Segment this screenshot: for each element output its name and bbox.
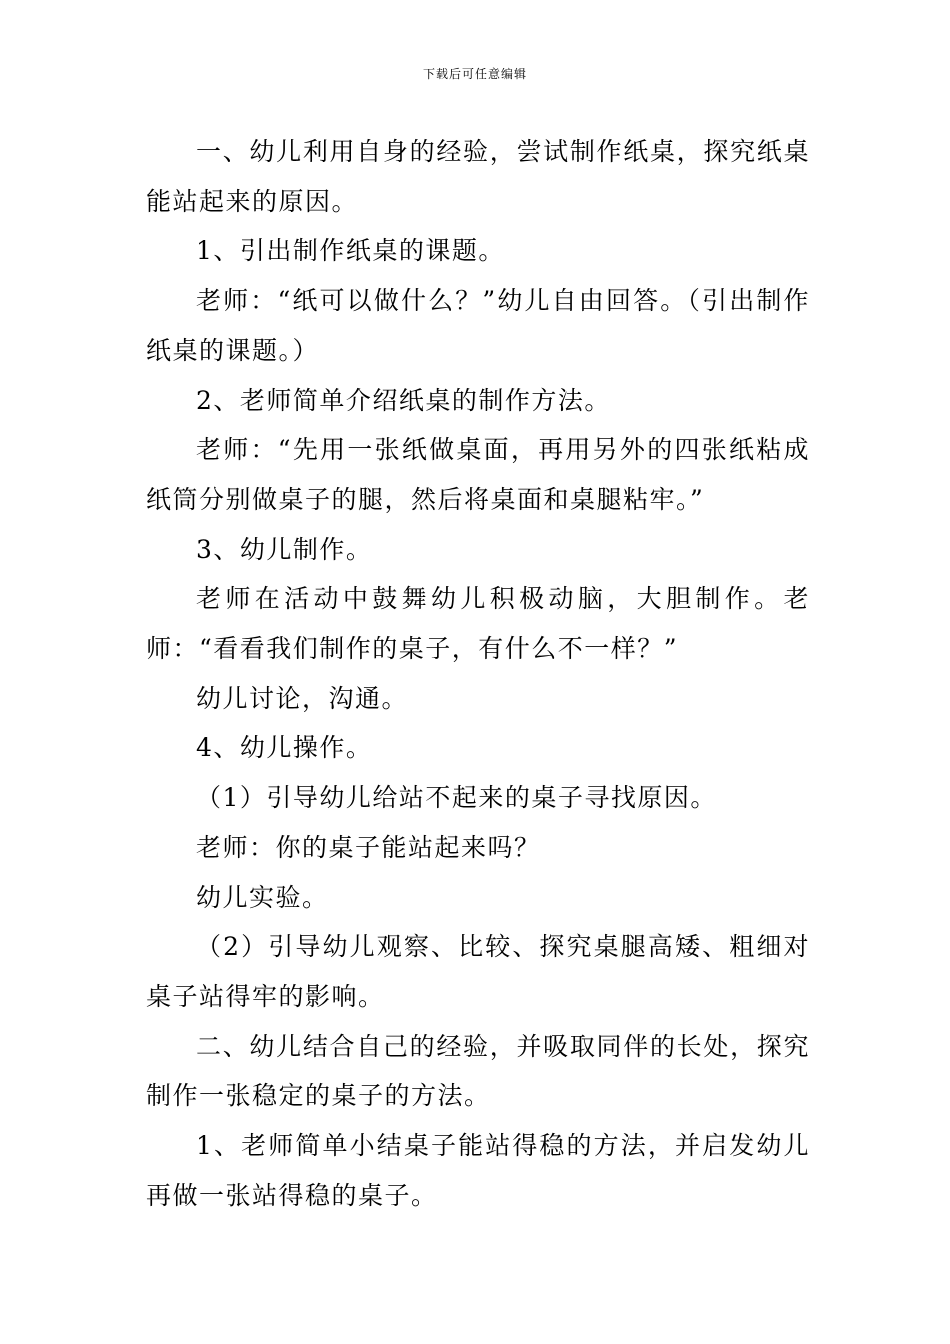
paragraph-substep-1: （1）引导幼儿给站不起来的桌子寻找原因。 xyxy=(196,783,717,813)
paragraph-section-2-step-1: 1、老师简单小结桌子能站得稳的方法，并启发幼儿再做一张站得稳的桌子。 xyxy=(146,1131,810,1210)
paragraph-substep-2: （2）引导幼儿观察、比较、探究桌腿高矮、粗细对桌子站得牢的影响。 xyxy=(146,932,810,1011)
paragraph-teacher-question: 老师：“纸可以做什么？”幼儿自由回答。（引出制作纸桌的课题。） xyxy=(146,286,810,365)
paragraph-teacher-method: 老师：“先用一张纸做桌面，再用另外的四张纸粘成纸筒分别做桌子的腿，然后将桌面和桌腿粘牢。” xyxy=(146,435,810,514)
paragraph-teacher-encourage: 老师在活动中鼓舞幼儿积极动脑，大胆制作。老师：“看看我们制作的桌子，有什么不一样？” xyxy=(146,584,810,664)
document-body xyxy=(146,127,810,1220)
paragraph-step-1: 1、引出制作纸桌的课题。 xyxy=(196,236,505,266)
paragraph-experiment: 幼儿实验。 xyxy=(196,882,329,912)
paragraph-teacher-ask: 老师：你的桌子能站起来吗？ xyxy=(196,832,541,862)
paragraph-step-4: 4、幼儿操作。 xyxy=(196,733,373,763)
paragraph-step-2: 2、老师简单介绍纸桌的制作方法。 xyxy=(196,385,611,415)
paragraph-section-1-heading: 一、幼儿利用自身的经验，尝试制作纸桌，探究纸桌能站起来的原因。 xyxy=(146,137,810,216)
paragraph-discussion: 幼儿讨论，沟通。 xyxy=(196,683,409,713)
paragraph-section-2-heading: 二、幼儿结合自己的经验，并吸取同伴的长处，探究制作一张稳定的桌子的方法。 xyxy=(146,1031,810,1111)
paragraph-step-3: 3、幼儿制作。 xyxy=(196,534,373,564)
page-header-note: 下载后可任意编辑 xyxy=(422,67,527,81)
